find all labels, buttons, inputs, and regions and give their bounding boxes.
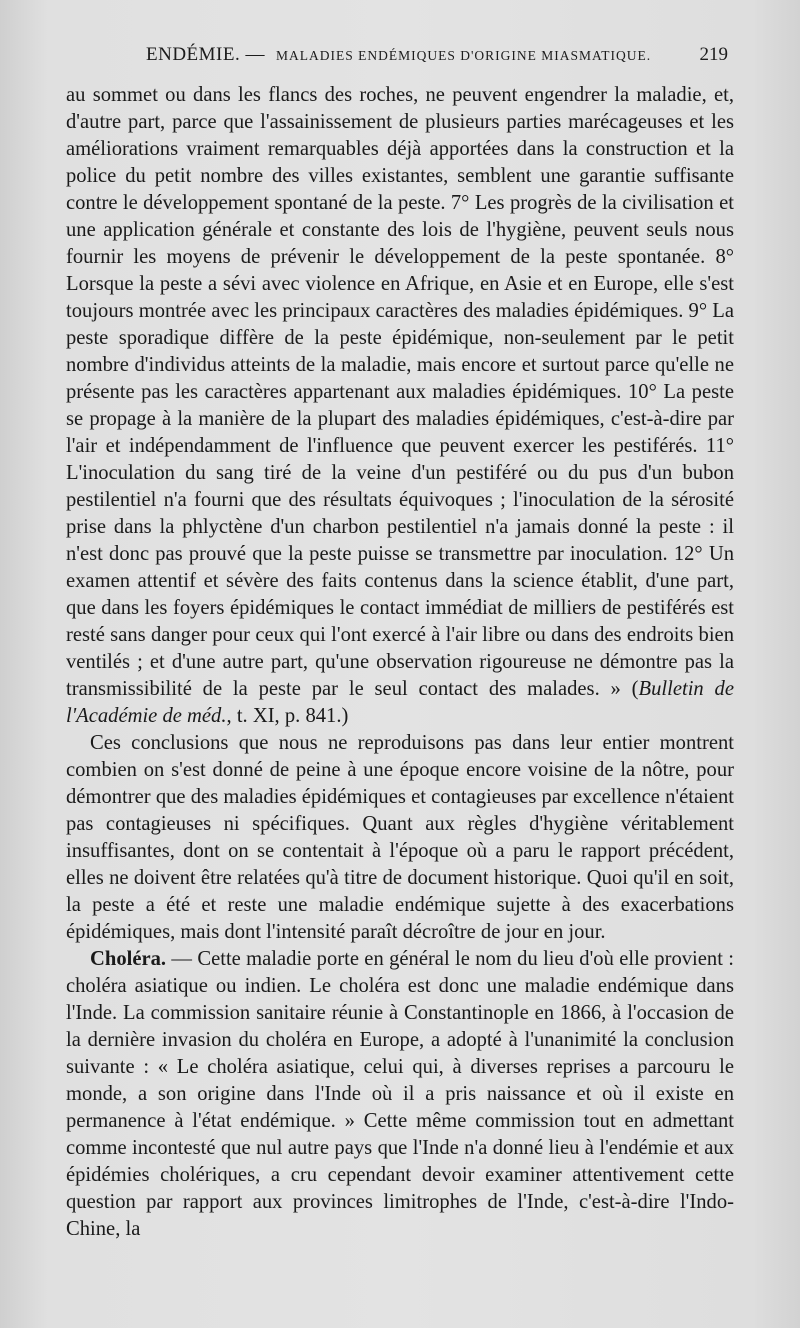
- running-head: [66, 44, 734, 74]
- page-number: 219: [699, 44, 728, 65]
- paragraph-commentary: Ces conclusions que nous ne reproduisons pas dans leur entier montrent combien on s'est donné de peine à une époque encore voisine de la nôtre, pour démontrer que des maladies épidémiques et contagieuses par excellence n'étaient pas contagieuses ni spécifiques. Quant aux règles d'hygiène véritablement insuffisantes, dont on se contentait à l'époque où a paru le rapport précédent, elles ne doivent être relatées qu'à titre de document historique. Quoi qu'il en soit, la peste a été et reste une maladie endémique sujette à des exacerbations épidémiques, mais dont l'intensité paraît décroître de jour en jour.: [66, 732, 734, 943]
- citation-rest: , t. XI, p. 841.): [226, 705, 349, 727]
- paragraph-cholera: [66, 946, 734, 1243]
- paragraph-plague-text: au sommet ou dans les flancs des roches, ne peuvent engendrer la maladie, et, d'autre part, parce que l'assainissement de plusieurs parties marécageuses et les améliorations vraiment remarquables déjà apportées dans la construction et la police du petit nombre des villes existantes, semblent une garantie suffisante contre le développement spontané de la peste. 7° Les progrès de la civilisation et une application générale et constante des lois de l'hygiène, peuvent seuls nous fournir les moyens de prévenir le développement de la peste spontanée. 8° Lorsque la peste a sévi avec violence en Afrique, en Asie et en Europe, elle s'est toujours montrée avec les principaux caractères des maladies épidémiques. 9° La peste sporadique diffère de la peste épidémique, non-seulement par le petit nombre d'individus atteints de la maladie, mais encore et surtout parce qu'elle ne présente pas les caractères appartenant aux maladies épidémiques. 10° La peste se propage à la manière de la plupart des maladies épidémiques, c'est-à-dire par l'air et indépendamment de l'influence que peuvent exercer les pestiférés. 11° L'inoculation du sang tiré de la veine d'un pestiféré ou du pus d'un bubon pestilentiel n'a fourni que des résultats équivoques ; l'inoculation de la sérosité prise dans la phlyctène d'un charbon pestilentiel n'a jamais donné la peste : il n'est donc pas prouvé que la peste puisse se transmettre par inoculation. 12° Un examen attentif et sévère des faits contenus dans la science établit, d'une part, que dans les foyers épidémiques le contact immédiat de milliers de pestiférés est resté sans danger pour ceux qui l'ont exercé à l'air libre ou dans des endroits bien ventilés ; et d'une autre part, qu'une observation rigoureuse ne démontre pas la transmissibilité de la peste par le seul contact des malades. »: [66, 84, 734, 700]
- header-title-text: ENDÉMIE.: [146, 44, 241, 65]
- paragraph-plague-conclusions: [66, 82, 734, 730]
- body-text: [66, 82, 734, 1243]
- paragraph-cholera-text: — Cette maladie porte en général le nom du lieu d'où elle provient : choléra asiatique ou indien. Le choléra est donc une maladie endémique dans l'Inde. La commission sanitaire réunie à Constantinople en 1866, à l'occasion de la dernière invasion du choléra en Europe, a adopté à l'unanimité la conclusion suivante : « Le choléra asiatique, celui qui, à diverses reprises a parcouru le monde, a son origine dans l'Inde où il a pris naissance et où il existe en permanence à l'état endémique. » Cette même commission tout en admettant comme incontesté que nul autre pays que l'Inde n'a donné lieu à l'endémie et aux épidémies cholériques, a cru cependant devoir examiner attentivement cette question par rapport aux provinces limitrophes de l'Inde, c'est-à-dire l'Indo-Chine, la: [66, 948, 734, 1240]
- header-dash: —: [245, 44, 265, 65]
- section-title-cholera: Choléra.: [90, 948, 167, 970]
- running-head-subtitle: MALADIES ENDÉMIQUES D'ORIGINE MIASMATIQUE.: [276, 48, 652, 63]
- running-head-title: [146, 44, 265, 66]
- citation-open: (: [631, 678, 639, 700]
- citation-title: Bulletin de l'Académie de méd.: [66, 678, 734, 727]
